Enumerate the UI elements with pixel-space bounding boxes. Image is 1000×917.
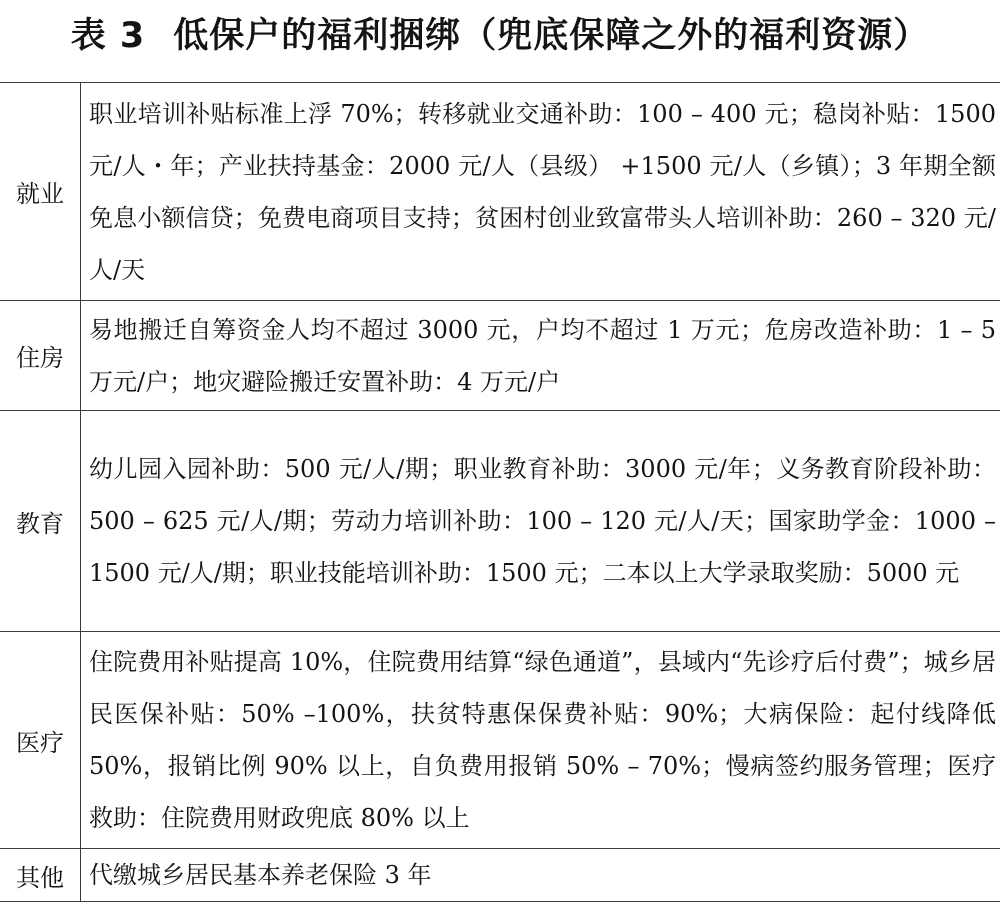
table-number: 表 3 [70,16,146,56]
content-cell: 住院费用补贴提高 10%，住院费用结算“绿色通道”，县域内“先诊疗后付费”；城乡居民医保补贴：50% –100%，扶贫特惠保保费补贴：90%；大病保险：起付线降低 50%，报销比例 90% 以上，自负费用报销 50% – 70%；慢病签约服务管理；医疗救助：住院费用财政兜底 80% 以上 [89,648,996,832]
category-cell: 就业 [0,83,81,301]
welfare-table [0,82,1000,902]
table-title [0,12,1000,60]
table-row-other [0,849,1000,902]
category-cell: 教育 [0,411,81,632]
table-row-employment [0,83,1000,301]
content-cell: 代缴城乡居民基本养老保险 3 年 [89,861,432,889]
category-cell: 其他 [0,849,81,902]
table-row-medical [0,632,1000,849]
content-cell: 幼儿园入园补助：500 元/人/期；职业教育补助：3000 元/年；义务教育阶段补助：500 – 625 元/人/期；劳动力培训补助：100 – 120 元/人/天；国家助学金：1000 – 1500 元/人/期；职业技能培训补助：1500 元；二本以上大学录取奖励：5000 元 [89,455,996,587]
content-cell: 易地搬迁自筹资金人均不超过 3000 元，户均不超过 1 万元；危房改造补助：1 – 5 万元/户；地灾避险搬迁安置补助：4 万元/户 [89,315,996,396]
category-cell: 住房 [0,301,81,411]
table-row-education [0,411,1000,632]
content-cell: 职业培训补贴标准上浮 70%；转移就业交通补助：100 – 400 元；稳岗补贴：1500 元/人・年；产业扶持基金：2000 元/人（县级） +1500 元/人（乡镇）；3 年期全额免息小额信贷；免费电商项目支持；贫困村创业致富带头人培训补助：260 – 320 元/人/天 [89,99,996,284]
table-row-housing [0,301,1000,411]
table-title-text: 低保户的福利捆绑（兜底保障之外的福利资源） [173,16,930,56]
category-cell: 医疗 [0,632,81,849]
